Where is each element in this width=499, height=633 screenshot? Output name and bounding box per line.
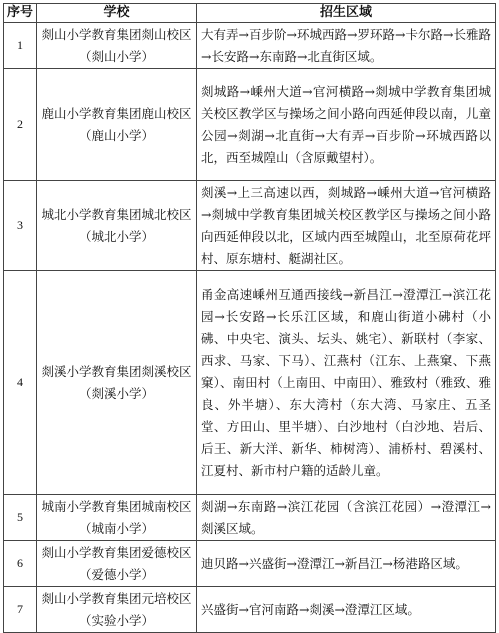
row-zone: 迪贝路→兴盛街→澄潭江→新昌江→杨港路区域。: [197, 541, 496, 587]
row-no: 2: [4, 69, 37, 181]
row-no: 3: [4, 181, 37, 271]
row-no: 6: [4, 541, 37, 587]
row-school: 鹿山小学教育集团鹿山校区（鹿山小学）: [37, 69, 197, 181]
row-school: 剡山小学教育集团爱德校区（爱德小学）: [37, 541, 197, 587]
table-row: [4, 587, 496, 633]
row-no: 5: [4, 495, 37, 541]
table-row: [4, 181, 496, 271]
header-no: 序号: [4, 4, 37, 23]
row-zone: 剡城路→嵊州大道→官河横路→剡城中学教育集团城关校区教学区与操场之间小路向西延伸段以南，儿童公园→剡湖→北直街→大有弄→百步阶→环城西路以北，西至城隍山（含原戴望村）。: [197, 69, 496, 181]
table-header-row: [4, 4, 496, 23]
row-no: 7: [4, 587, 37, 633]
enrollment-zone-table: [3, 3, 496, 633]
row-school: 剡溪小学教育集团剡溪校区（剡溪小学）: [37, 271, 197, 495]
table-row: [4, 271, 496, 495]
row-school: 城南小学教育集团城南校区（城南小学）: [37, 495, 197, 541]
table-row: [4, 541, 496, 587]
row-school: 剡山小学教育集团剡山校区（剡山小学）: [37, 23, 197, 69]
row-zone: 剡湖→东南路→滨江花园（含滨江花园）→澄潭江→剡溪区域。: [197, 495, 496, 541]
table-row: [4, 69, 496, 181]
table-row: [4, 495, 496, 541]
row-school: 城北小学教育集团城北校区（城北小学）: [37, 181, 197, 271]
header-zone: 招生区域: [197, 4, 496, 23]
row-no: 4: [4, 271, 37, 495]
table-row: [4, 23, 496, 69]
row-school: 剡山小学教育集团元培校区（实验小学）: [37, 587, 197, 633]
header-school: 学校: [37, 4, 197, 23]
row-zone: 剡溪→上三高速以西，剡城路→嵊州大道→官河横路→剡城中学教育集团城关校区教学区与操场之间小路向西延伸段以北，区域内西至城隍山，北至原荷花坪村、原东塘村、艇湖社区。: [197, 181, 496, 271]
row-zone: 兴盛街→官河南路→剡溪→澄潭江区域。: [197, 587, 496, 633]
row-no: 1: [4, 23, 37, 69]
row-zone: 甬金高速嵊州互通西接线→新昌江→澄潭江→滨江花园→长安路→长乐江区域，和鹿山街道小砩村（小砩、中央宅、演头、坛头、姚宅）、新联村（李家、西求、马家、下马）、江燕村（江东、上燕窠、下燕窠）、南田村（上南田、中南田）、雅致村（雅致、雅良、外半塘）、东大湾村（东大湾、马家庄、五圣堂、方田山、里半塘）、白沙地村（白沙地、岩后、后王、新大洋、新华、柿树湾）、浦桥村、碧溪村、江夏村、新市村户籍的适龄儿童。: [197, 271, 496, 495]
row-zone: 大有弄→百步阶→环城西路→罗环路→卡尔路→长雅路→长安路→东南路→北直街区域。: [197, 23, 496, 69]
